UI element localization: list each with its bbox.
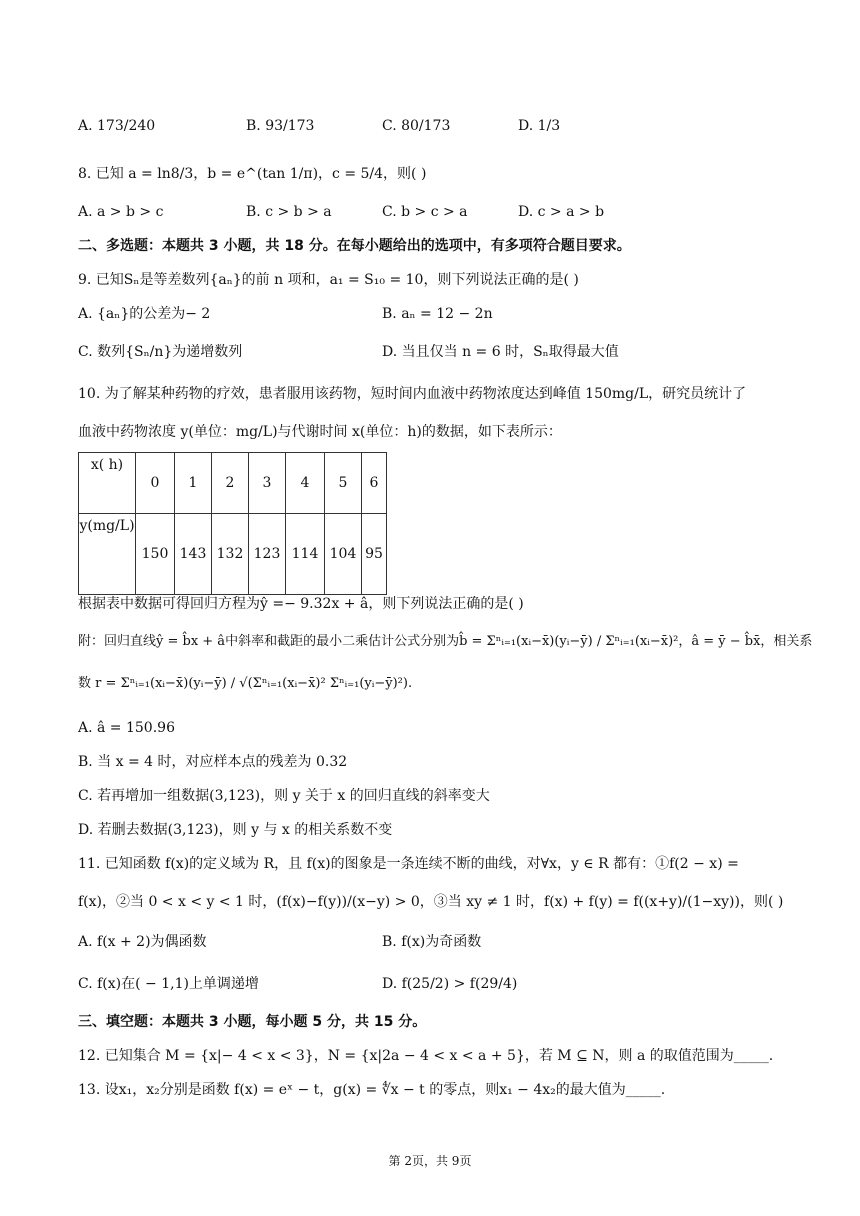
x-cell: 4 — [286, 453, 325, 514]
y-cell: 95 — [362, 514, 387, 595]
q10-stem-line-2: 血液中药物浓度 y(单位：mg/L)与代谢时间 x(单位：h)的数据，如下表所示： — [78, 424, 562, 440]
q8-option-a: A. a > b > c — [78, 204, 164, 220]
q7-option-b: B. 93/173 — [246, 118, 315, 134]
q10-stem-line-3: 根据表中数据可得回归方程为ŷ =− 9.32x + â，则下列说法正确的是( ) — [78, 596, 524, 612]
data-table — [78, 452, 387, 595]
q8-option-c: C. b > c > a — [382, 204, 468, 220]
x-cell: 0 — [136, 453, 175, 514]
q10-option-c: C. 若再增加一组数据(3,123)，则 y 关于 x 的回归直线的斜率变大 — [78, 788, 490, 804]
q7-option-a: A. 173/240 — [78, 118, 156, 134]
q11-stem-line-1: 11. 已知函数 f(x)的定义域为 R，且 f(x)的图象是一条连续不断的曲线，对∀x，y ∈ R 都有：①f(2 − x) = — [78, 856, 739, 872]
q8-option-d: D. c > a > b — [518, 204, 605, 220]
y-header-cell: y(mg/L) — [79, 514, 136, 595]
x-cell: 2 — [212, 453, 249, 514]
x-cell: 6 — [362, 453, 387, 514]
q10-option-d: D. 若删去数据(3,123)，则 y 与 x 的相关系数不变 — [78, 822, 393, 838]
y-cell: 114 — [286, 514, 325, 595]
section-3-heading: 三、填空题：本题共 3 小题，每小题 5 分，共 15 分。 — [78, 1014, 427, 1030]
x-header-cell: x( h) — [79, 453, 136, 514]
x-cell: 3 — [249, 453, 286, 514]
q9-option-c: C. 数列{Sₙ/n}为递增数列 — [78, 344, 243, 360]
q10-note-line-1: 附：回归直线ŷ = b̂x + â中斜率和截距的最小二乘估计公式分别为b̂ = Σⁿᵢ₌₁(xᵢ−x̄)(yᵢ−ȳ) / Σⁿᵢ₌₁(xᵢ−x̄)²，â = ȳ − b̂x̄，相关系 — [78, 634, 813, 649]
q9-stem: 9. 已知Sₙ是等差数列{aₙ}的前 n 项和，a₁ = S₁₀ = 10，则下列说法正确的是( ) — [78, 272, 579, 288]
q11-stem-line-2: f(x)，②当 0 < x < y < 1 时，(f(x)−f(y))/(x−y) > 0，③当 xy ≠ 1 时，f(x) + f(y) = f((x+y)/(1−xy))，则( ) — [78, 894, 784, 910]
q11-option-b: B. f(x)为奇函数 — [382, 934, 482, 950]
x-cell: 5 — [325, 453, 362, 514]
y-cell: 132 — [212, 514, 249, 595]
q13-stem: 13. 设x₁，x₂分别是函数 f(x) = eˣ − t，g(x) = ∜x − t 的零点，则x₁ − 4x₂的最大值为_____. — [78, 1082, 666, 1098]
q8-option-b: B. c > b > a — [246, 204, 332, 220]
table-row-x — [79, 453, 387, 514]
q11-option-a: A. f(x + 2)为偶函数 — [78, 934, 207, 950]
q10-stem-line-1: 10. 为了解某种药物的疗效，患者服用该药物，短时间内血液中药物浓度达到峰值 150mg/L，研究员统计了 — [78, 386, 747, 402]
table-row-y — [79, 514, 387, 595]
y-cell: 150 — [136, 514, 175, 595]
q9-option-d: D. 当且仅当 n = 6 时，Sₙ取得最大值 — [382, 344, 619, 360]
q7-option-d: D. 1/3 — [518, 118, 561, 134]
q11-option-c: C. f(x)在( − 1,1)上单调递增 — [78, 976, 259, 992]
q12-stem: 12. 已知集合 M = {x|− 4 < x < 3}，N = {x|2a − 4 < x < a + 5}，若 M ⊆ N，则 a 的取值范围为_____. — [78, 1048, 774, 1064]
q9-option-a: A. {aₙ}的公差为− 2 — [78, 306, 211, 322]
q7-option-c: C. 80/173 — [382, 118, 451, 134]
q10-note-line-2: 数 r = Σⁿᵢ₌₁(xᵢ−x̄)(yᵢ−ȳ) / √(Σⁿᵢ₌₁(xᵢ−x̄)² Σⁿᵢ₌₁(yᵢ−ȳ)²). — [78, 676, 413, 691]
page-footer: 第 2页，共 9页 — [388, 1154, 472, 1168]
x-cell: 1 — [175, 453, 212, 514]
q10-option-b: B. 当 x = 4 时，对应样本点的残差为 0.32 — [78, 754, 348, 770]
q9-option-b: B. aₙ = 12 − 2n — [382, 306, 493, 322]
y-cell: 123 — [249, 514, 286, 595]
section-2-heading: 二、多选题：本题共 3 小题，共 18 分。在每小题给出的选项中，有多项符合题目要求。 — [78, 238, 631, 254]
y-cell: 143 — [175, 514, 212, 595]
y-cell: 104 — [325, 514, 362, 595]
q11-option-d: D. f(25/2) > f(29/4) — [382, 976, 518, 992]
q10-option-a: A. â = 150.96 — [78, 720, 175, 736]
q8-stem: 8. 已知 a = ln8/3，b = e^(tan 1/π)，c = 5/4，则( ) — [78, 166, 427, 182]
